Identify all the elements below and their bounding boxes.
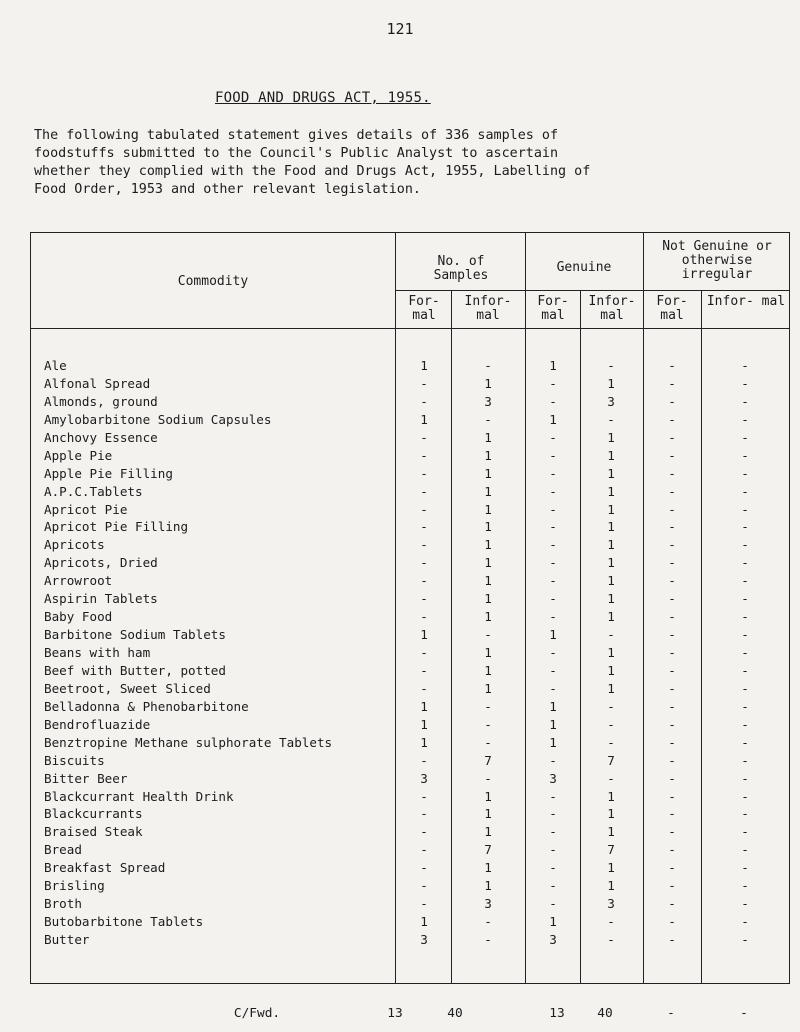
table-row (31, 501, 789, 519)
value-cell-s-formal: - (420, 447, 428, 463)
value-cell-g-informal: - (607, 734, 615, 750)
value-cell-s-formal: - (420, 501, 428, 517)
value-cell-n-informal: - (741, 447, 749, 463)
value-cell-g-formal: 1 (549, 914, 557, 930)
value-cell-n-informal: - (741, 770, 749, 786)
value-cell-s-informal: 7 (484, 842, 492, 858)
commodity-cell: Braised Steak (44, 824, 143, 840)
value-cell-g-informal: 1 (607, 591, 615, 607)
commodity-cell: Blackcurrants (44, 806, 143, 822)
value-cell-s-formal: - (420, 806, 428, 822)
value-cell-n-informal: - (741, 591, 749, 607)
value-cell-s-informal: 7 (484, 752, 492, 768)
value-cell-g-formal: - (549, 645, 557, 660)
header-not-genuine: Not Genuine or otherwise irregular (662, 239, 772, 282)
value-cell-g-informal: 1 (607, 465, 615, 481)
table-row (31, 770, 789, 788)
value-cell-n-informal: - (741, 734, 749, 750)
table-row (31, 447, 789, 465)
commodity-cell: Anchovy Essence (44, 429, 158, 445)
value-cell-g-informal: 7 (607, 842, 615, 858)
commodity-cell: Barbitone Sodium Tablets (44, 627, 226, 643)
value-cell-n-formal: - (668, 716, 676, 732)
totals-label: C/Fwd. (233, 1006, 281, 1021)
value-cell-n-informal: - (741, 411, 749, 427)
page-number: 121 (386, 20, 414, 38)
intro-paragraph: The following tabulated statement gives details of 336 samples of foodstuffs submitted to the Council's Public Analyst to ascertain whether they complied with the Food and Drugs Act, 1955, Labelling of Food Order, 1953 and other relevant legislation. (34, 128, 591, 197)
value-cell-g-formal: - (549, 465, 557, 481)
value-cell-n-informal: - (741, 393, 749, 409)
value-cell-s-formal: - (420, 680, 428, 696)
table-row (31, 393, 789, 411)
value-cell-s-informal: 3 (484, 393, 492, 409)
value-cell-s-formal: 1 (420, 358, 428, 373)
value-cell-g-formal: - (549, 680, 557, 696)
table-row (31, 644, 789, 662)
header-genuine-informal: Infor- mal (588, 294, 636, 323)
value-cell-g-formal: 3 (549, 932, 557, 947)
commodity-cell: Apricot Pie (44, 501, 128, 517)
value-cell-s-informal: 1 (484, 429, 492, 445)
value-cell-s-informal: 1 (484, 806, 492, 822)
value-cell-n-informal: - (741, 429, 749, 445)
value-cell-g-formal: - (549, 393, 557, 409)
value-cell-s-informal: 1 (484, 662, 492, 678)
value-cell-n-formal: - (668, 555, 676, 571)
value-cell-s-informal: 1 (484, 824, 492, 840)
value-cell-s-informal: 1 (484, 555, 492, 571)
value-cell-g-informal: 3 (607, 896, 615, 912)
commodity-cell: Almonds, ground (44, 393, 158, 409)
value-cell-s-formal: 1 (420, 627, 428, 643)
value-cell-s-formal: - (420, 662, 428, 678)
value-cell-g-formal: 1 (549, 698, 557, 714)
commodity-cell: Beetroot, Sweet Sliced (44, 680, 211, 696)
value-cell-n-formal: - (668, 609, 676, 625)
commodity-cell: Apple Pie (44, 447, 113, 463)
value-cell-g-formal: - (549, 860, 557, 876)
value-cell-n-formal: - (668, 591, 676, 607)
value-cell-n-informal: - (741, 698, 749, 714)
value-cell-g-formal: - (549, 591, 557, 607)
value-cell-n-formal: - (668, 842, 676, 858)
value-cell-n-formal: - (668, 519, 676, 535)
value-cell-s-informal: 1 (484, 609, 492, 625)
value-cell-n-informal: - (741, 806, 749, 822)
value-cell-g-informal: 1 (607, 609, 615, 625)
value-cell-n-formal: - (668, 878, 676, 894)
value-cell-g-formal: - (549, 609, 557, 625)
table-row (31, 626, 789, 644)
commodity-cell: Ale (44, 358, 67, 373)
value-cell-n-formal: - (668, 645, 676, 660)
value-cell-s-informal: 3 (484, 896, 492, 912)
table-row (31, 895, 789, 913)
value-cell-g-formal: 1 (549, 411, 557, 427)
value-cell-n-informal: - (741, 573, 749, 589)
value-cell-n-informal: - (741, 555, 749, 571)
value-cell-g-informal: - (607, 411, 615, 427)
value-cell-s-formal: - (420, 842, 428, 858)
value-cell-n-formal: - (668, 770, 676, 786)
commodity-cell: Beans with ham (44, 645, 151, 660)
value-cell-n-formal: - (668, 680, 676, 696)
value-cell-n-informal: - (741, 878, 749, 894)
commodity-cell: Benztropine Methane sulphorate Tablets (44, 734, 333, 750)
value-cell-n-informal: - (741, 501, 749, 517)
value-cell-s-formal: - (420, 591, 428, 607)
value-cell-g-informal: - (607, 358, 615, 373)
header-notgenuine-informal: Infor- mal (706, 294, 786, 309)
value-cell-g-formal: - (549, 573, 557, 589)
value-cell-s-informal: 1 (484, 645, 492, 660)
value-cell-g-informal: 1 (607, 375, 615, 391)
table-row (31, 608, 789, 626)
value-cell-g-formal: - (549, 896, 557, 912)
value-cell-n-formal: - (668, 734, 676, 750)
value-cell-n-formal: - (668, 375, 676, 391)
table-row (31, 411, 789, 429)
table-row (31, 734, 789, 752)
table-row (31, 357, 789, 375)
value-cell-g-formal: 1 (549, 627, 557, 643)
table-row (31, 931, 789, 949)
value-cell-n-informal: - (741, 914, 749, 930)
value-cell-s-formal: 1 (420, 716, 428, 732)
value-cell-n-formal: - (668, 698, 676, 714)
value-cell-s-formal: - (420, 555, 428, 571)
value-cell-n-formal: - (668, 393, 676, 409)
value-cell-n-formal: - (668, 932, 676, 947)
value-cell-n-informal: - (741, 662, 749, 678)
commodity-cell: Belladonna & Phenobarbitone (44, 698, 249, 714)
value-cell-s-formal: 1 (420, 914, 428, 930)
value-cell-g-formal: - (549, 501, 557, 517)
commodity-cell: Bitter Beer (44, 770, 128, 786)
value-cell-s-informal: - (484, 770, 492, 786)
value-cell-g-formal: - (549, 752, 557, 768)
value-cell-g-formal: - (549, 555, 557, 571)
value-cell-n-formal: - (668, 806, 676, 822)
totals-samples-informal: 40 (447, 1006, 463, 1021)
commodity-cell: Breakfast Spread (44, 860, 166, 876)
value-cell-n-informal: - (741, 358, 749, 373)
value-cell-n-formal: - (668, 429, 676, 445)
value-cell-g-informal: 1 (607, 680, 615, 696)
commodity-cell: A.P.C.Tablets (44, 483, 143, 499)
value-cell-g-informal: 1 (607, 483, 615, 499)
value-cell-g-formal: - (549, 878, 557, 894)
value-cell-g-informal: 1 (607, 860, 615, 876)
value-cell-s-informal: - (484, 411, 492, 427)
value-cell-g-informal: 7 (607, 752, 615, 768)
table-row (31, 823, 789, 841)
value-cell-n-informal: - (741, 896, 749, 912)
value-cell-s-informal: 1 (484, 519, 492, 535)
value-cell-n-informal: - (741, 752, 749, 768)
value-cell-g-informal: - (607, 932, 615, 947)
value-cell-s-formal: - (420, 788, 428, 804)
value-cell-s-formal: - (420, 393, 428, 409)
commodity-cell: Beef with Butter, potted (44, 662, 226, 678)
value-cell-s-informal: - (484, 716, 492, 732)
table-row (31, 375, 789, 393)
value-cell-g-formal: 1 (549, 716, 557, 732)
value-cell-s-informal: 1 (484, 501, 492, 517)
value-cell-s-formal: - (420, 860, 428, 876)
value-cell-s-informal: - (484, 914, 492, 930)
value-cell-n-formal: - (668, 358, 676, 373)
value-cell-n-formal: - (668, 483, 676, 499)
header-samples-informal: Infor- mal (464, 294, 512, 323)
value-cell-s-formal: - (420, 878, 428, 894)
table-row (31, 805, 789, 823)
commodity-cell: Apricot Pie Filling (44, 519, 189, 535)
table-row (31, 429, 789, 447)
value-cell-s-formal: - (420, 429, 428, 445)
value-cell-n-informal: - (741, 716, 749, 732)
value-cell-g-informal: 1 (607, 447, 615, 463)
table-row (31, 518, 789, 536)
value-cell-n-formal: - (668, 752, 676, 768)
value-cell-s-formal: - (420, 896, 428, 912)
value-cell-s-formal: 1 (420, 734, 428, 750)
value-cell-n-informal: - (741, 842, 749, 858)
totals-notgenuine-formal: - (667, 1006, 675, 1021)
commodity-cell: Butobarbitone Tablets (44, 914, 204, 930)
value-cell-s-formal: - (420, 519, 428, 535)
value-cell-s-informal: 1 (484, 573, 492, 589)
value-cell-g-formal: - (549, 483, 557, 499)
header-commodity: Commodity (177, 274, 249, 289)
value-cell-n-informal: - (741, 519, 749, 535)
value-cell-s-formal: - (420, 483, 428, 499)
value-cell-g-informal: - (607, 770, 615, 786)
value-cell-n-informal: - (741, 645, 749, 660)
totals-samples-formal: 13 (387, 1006, 403, 1021)
table-row (31, 536, 789, 554)
commodity-cell: Baby Food (44, 609, 113, 625)
value-cell-s-informal: 1 (484, 680, 492, 696)
value-cell-g-formal: - (549, 375, 557, 391)
value-cell-n-formal: - (668, 662, 676, 678)
header-genuine-formal: For- mal (537, 294, 569, 323)
value-cell-g-informal: 1 (607, 573, 615, 589)
value-cell-g-informal: 1 (607, 878, 615, 894)
value-cell-s-informal: 1 (484, 483, 492, 499)
header-samples-formal: For- mal (408, 294, 440, 323)
value-cell-n-formal: - (668, 896, 676, 912)
value-cell-s-informal: - (484, 932, 492, 947)
value-cell-s-informal: 1 (484, 465, 492, 481)
value-cell-g-formal: 1 (549, 734, 557, 750)
value-cell-g-formal: 3 (549, 770, 557, 786)
commodity-cell: Broth (44, 896, 82, 912)
value-cell-g-informal: - (607, 698, 615, 714)
value-cell-n-formal: - (668, 411, 676, 427)
value-cell-n-informal: - (741, 465, 749, 481)
table-row (31, 662, 789, 680)
value-cell-s-formal: - (420, 824, 428, 840)
document-title: FOOD AND DRUGS ACT, 1955. (215, 90, 431, 106)
value-cell-n-formal: - (668, 860, 676, 876)
commodity-cell: Apple Pie Filling (44, 465, 173, 481)
value-cell-n-informal: - (741, 932, 749, 947)
value-cell-s-formal: - (420, 752, 428, 768)
value-cell-n-informal: - (741, 537, 749, 553)
table-row (31, 788, 789, 806)
value-cell-g-formal: - (549, 429, 557, 445)
value-cell-s-formal: - (420, 573, 428, 589)
value-cell-g-informal: - (607, 914, 615, 930)
header-no-of-samples: No. of Samples (433, 254, 489, 283)
value-cell-g-informal: - (607, 627, 615, 643)
value-cell-n-formal: - (668, 627, 676, 643)
commodity-cell: Bread (44, 842, 82, 858)
value-cell-n-formal: - (668, 447, 676, 463)
value-cell-n-informal: - (741, 609, 749, 625)
value-cell-g-formal: - (549, 537, 557, 553)
table-row (31, 572, 789, 590)
value-cell-s-informal: 1 (484, 375, 492, 391)
table-row (31, 841, 789, 859)
value-cell-g-formal: - (549, 842, 557, 858)
value-cell-g-informal: 1 (607, 645, 615, 660)
value-cell-n-formal: - (668, 573, 676, 589)
value-cell-s-informal: 1 (484, 447, 492, 463)
value-cell-s-formal: - (420, 465, 428, 481)
commodity-cell: Arrowroot (44, 573, 113, 589)
value-cell-s-formal: - (420, 609, 428, 625)
value-cell-s-informal: 1 (484, 591, 492, 607)
value-cell-s-formal: 1 (420, 698, 428, 714)
value-cell-n-informal: - (741, 627, 749, 643)
value-cell-s-formal: - (420, 645, 428, 660)
totals-genuine-informal: 40 (597, 1006, 613, 1021)
value-cell-s-informal: - (484, 358, 492, 373)
samples-table (30, 232, 790, 984)
commodity-cell: Brisling (44, 878, 105, 894)
value-cell-g-informal: 3 (607, 393, 615, 409)
value-cell-g-informal: 1 (607, 429, 615, 445)
commodity-cell: Bendrofluazide (44, 716, 151, 732)
value-cell-g-formal: 1 (549, 358, 557, 373)
value-cell-n-informal: - (741, 860, 749, 876)
header-notgenuine-formal: For- mal (656, 294, 688, 323)
carried-forward-row (0, 1006, 800, 1026)
value-cell-n-informal: - (741, 375, 749, 391)
value-cell-s-formal: 3 (420, 932, 428, 947)
value-cell-g-formal: - (549, 662, 557, 678)
table-row (31, 859, 789, 877)
commodity-cell: Apricots, Dried (44, 555, 158, 571)
value-cell-s-informal: 1 (484, 878, 492, 894)
value-cell-g-formal: - (549, 824, 557, 840)
table-row (31, 590, 789, 608)
commodity-cell: Apricots (44, 537, 105, 553)
value-cell-s-formal: - (420, 375, 428, 391)
value-cell-n-informal: - (741, 680, 749, 696)
commodity-cell: Amylobarbitone Sodium Capsules (44, 411, 272, 427)
commodity-cell: Alfonal Spread (44, 375, 151, 391)
value-cell-n-formal: - (668, 914, 676, 930)
table-body (31, 357, 789, 949)
value-cell-n-informal: - (741, 788, 749, 804)
value-cell-g-informal: 1 (607, 555, 615, 571)
value-cell-g-formal: - (549, 447, 557, 463)
table-row (31, 913, 789, 931)
value-cell-n-formal: - (668, 501, 676, 517)
table-row (31, 877, 789, 895)
table-row (31, 465, 789, 483)
value-cell-g-informal: 1 (607, 519, 615, 535)
value-cell-g-informal: 1 (607, 501, 615, 517)
value-cell-s-informal: - (484, 698, 492, 714)
value-cell-n-informal: - (741, 483, 749, 499)
value-cell-s-informal: - (484, 627, 492, 643)
table-row (31, 554, 789, 572)
table-row (31, 752, 789, 770)
value-cell-g-informal: 1 (607, 662, 615, 678)
table-row (31, 716, 789, 734)
totals-notgenuine-informal: - (740, 1006, 748, 1021)
value-cell-s-informal: 1 (484, 788, 492, 804)
value-cell-g-informal: 1 (607, 788, 615, 804)
table-row (31, 698, 789, 716)
header-genuine: Genuine (556, 260, 612, 275)
value-cell-s-formal: 3 (420, 770, 428, 786)
value-cell-s-formal: 1 (420, 411, 428, 427)
totals-genuine-formal: 13 (549, 1006, 565, 1021)
value-cell-s-informal: 1 (484, 860, 492, 876)
value-cell-n-formal: - (668, 465, 676, 481)
value-cell-n-formal: - (668, 537, 676, 553)
commodity-cell: Blackcurrant Health Drink (44, 788, 234, 804)
value-cell-g-informal: - (607, 716, 615, 732)
value-cell-g-informal: 1 (607, 806, 615, 822)
value-cell-s-informal: 1 (484, 537, 492, 553)
value-cell-g-formal: - (549, 788, 557, 804)
value-cell-n-informal: - (741, 824, 749, 840)
value-cell-n-formal: - (668, 788, 676, 804)
value-cell-g-formal: - (549, 519, 557, 535)
value-cell-s-formal: - (420, 537, 428, 553)
commodity-cell: Butter (44, 932, 90, 947)
value-cell-g-formal: - (549, 806, 557, 822)
value-cell-s-informal: - (484, 734, 492, 750)
table-row (31, 680, 789, 698)
commodity-cell: Aspirin Tablets (44, 591, 158, 607)
commodity-cell: Biscuits (44, 752, 105, 768)
value-cell-n-formal: - (668, 824, 676, 840)
table-row (31, 483, 789, 501)
value-cell-g-informal: 1 (607, 537, 615, 553)
value-cell-g-informal: 1 (607, 824, 615, 840)
